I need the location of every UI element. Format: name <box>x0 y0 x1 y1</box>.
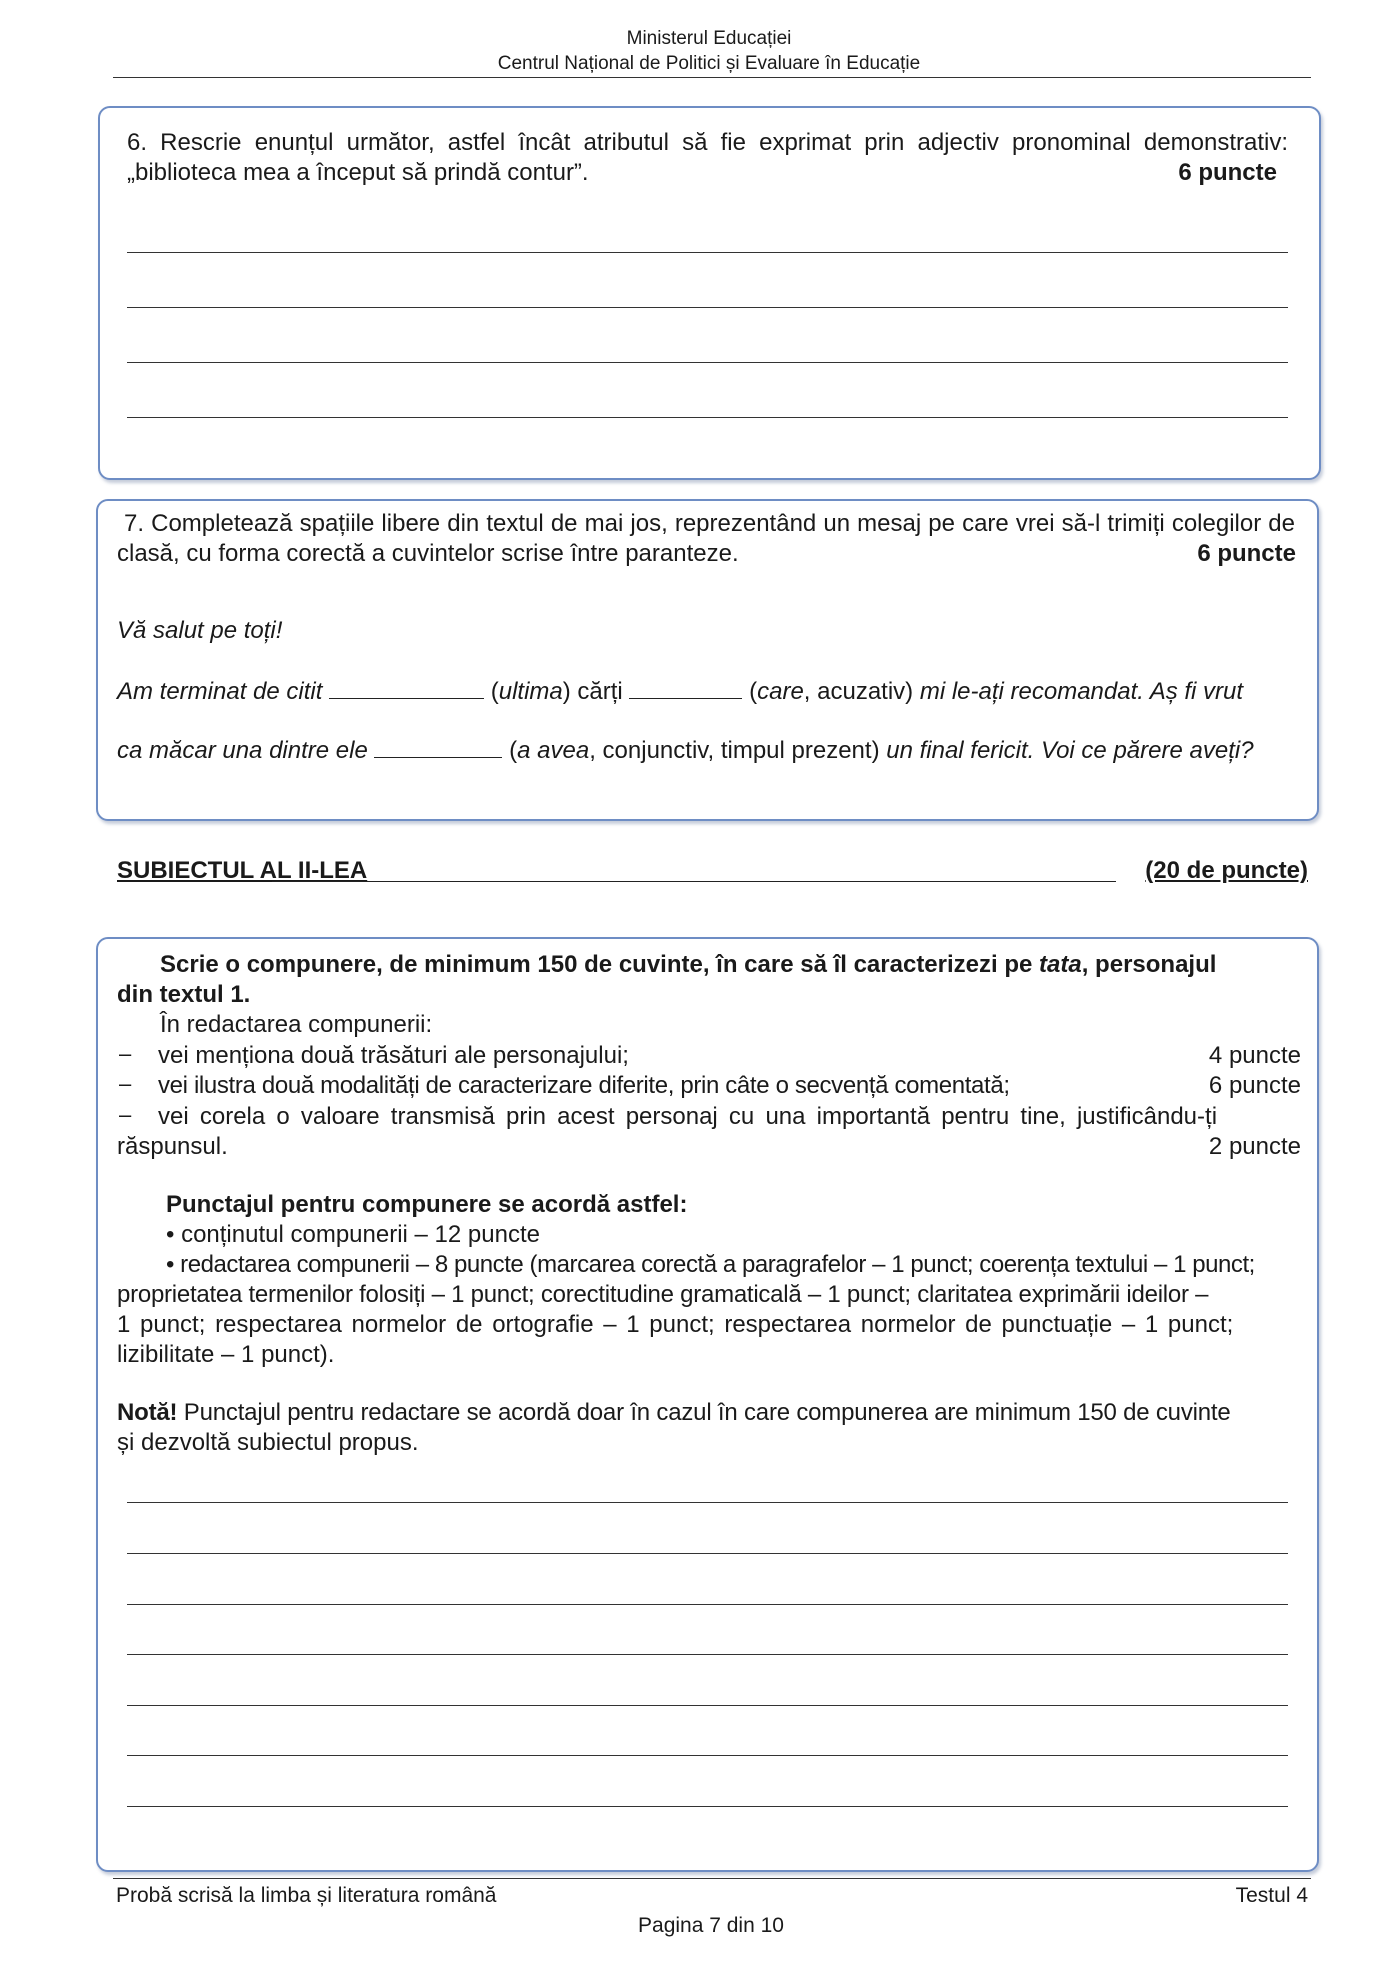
essay-task: Scrie o compunere, de minimum 150 de cuvinte, în care să îl caracterizezi pe tata, personajul <box>160 951 1217 978</box>
subject-2-points: (20 de puncte) <box>1145 857 1308 884</box>
requirement-2: vei ilustra două modalități de caracterizare diferite, prin câte o secvență comentată; <box>158 1072 1010 1099</box>
message-greeting: Vă salut pe toți! <box>117 617 283 644</box>
blank-care[interactable] <box>629 676 742 699</box>
subject-2-underline <box>272 881 1116 882</box>
scoring-content: • conținutul compunerii – 12 puncte <box>166 1221 540 1248</box>
question-7-points: 6 puncte <box>1197 540 1296 567</box>
requirement-1: vei menționa două trăsături ale personajului; <box>158 1042 629 1069</box>
essay-answer-line[interactable] <box>127 1502 1288 1503</box>
blank-ultima[interactable] <box>329 676 484 699</box>
essay-task-character: tata <box>1039 951 1082 978</box>
page-header <box>0 26 1400 76</box>
essay-note: Notă! Punctajul pentru redactare se acordă doar în cazul în care compunerea are minimum 150 de cuvinte <box>117 1399 1231 1426</box>
dash-marker: – <box>119 1041 132 1066</box>
question-6-prompt: 6. Rescrie enunțul următor, astfel încât atributul să fie exprimat prin adjectiv pronominal demonstrativ: „biblioteca mea a început să prindă contur”. <box>127 129 1288 186</box>
subject-2-title: SUBIECTUL AL II-LEA <box>117 857 368 884</box>
footer-exam-name: Probă scrisă la limba și literatura română <box>116 1884 497 1907</box>
footer-page-number: Pagina 7 din 10 <box>638 1914 784 1937</box>
essay-intro: În redactarea compunerii: <box>160 1011 433 1038</box>
requirement-3: vei corela o valoare transmisă prin acest personaj cu una importantă pentru tine, justificându-ți <box>158 1103 1218 1130</box>
scoring-redaction: • redactarea compunerii – 8 puncte (marcarea corectă a paragrafelor – 1 punct; coerența textului – 1 punct; <box>166 1251 1255 1278</box>
dash-marker: – <box>119 1102 132 1127</box>
note-label: Notă! <box>117 1399 178 1426</box>
question-7-text <box>117 509 1295 569</box>
question-7-prompt: 7. Completează spațiile libere din textul de mai jos, reprezentând un mesaj pe care vrei să-l trimiți colegilor de clasă, cu forma corectă a cuvintelor scrise între paranteze. <box>117 510 1295 567</box>
footer-divider <box>113 1878 1311 1879</box>
essay-answer-line[interactable] <box>127 1654 1288 1655</box>
answer-line[interactable] <box>127 307 1288 308</box>
answer-line[interactable] <box>127 417 1288 418</box>
question-6-points: 6 puncte <box>1178 159 1277 186</box>
requirement-3-points: 2 puncte <box>1208 1133 1301 1160</box>
header-ministry: Ministerul Educației <box>626 28 792 49</box>
header-center: Centrul Național de Politici și Evaluare în Educație <box>497 53 921 74</box>
requirement-2-points: 6 puncte <box>1208 1072 1301 1099</box>
requirement-3-cont: răspunsul. <box>117 1133 228 1160</box>
blank-a-avea[interactable] <box>374 735 502 758</box>
answer-line[interactable] <box>127 362 1288 363</box>
message-line-2: ca măcar una dintre ele (a avea, conjunctiv, timpul prezent) un final fericit. Voi ce părere aveți? <box>117 737 1254 764</box>
dash-marker: – <box>119 1071 132 1096</box>
scoring-redaction-line-2: proprietatea termenilor folosiți – 1 punct; corectitudine gramaticală – 1 punct; claritatea exprimării ideilor – <box>117 1281 1209 1308</box>
scoring-title: Punctajul pentru compunere se acordă astfel: <box>166 1191 688 1218</box>
essay-note-cont: și dezvoltă subiectul propus. <box>117 1429 419 1456</box>
scoring-redaction-line-4: lizibilitate – 1 punct). <box>117 1341 335 1368</box>
message-line-1: Am terminat de citit (ultima) cărți (care, acuzativ) mi le-ați recomandat. Aș fi vrut <box>117 678 1244 705</box>
answer-line[interactable] <box>127 252 1288 253</box>
essay-answer-line[interactable] <box>127 1755 1288 1756</box>
essay-answer-line[interactable] <box>127 1806 1288 1807</box>
question-6-text <box>127 128 1288 188</box>
scoring-redaction-line-3: 1 punct; respectarea normelor de ortografie – 1 punct; respectarea normelor de punctuație – 1 punct; <box>117 1311 1234 1338</box>
footer-test-number: Testul 4 <box>1235 1884 1308 1907</box>
essay-answer-line[interactable] <box>127 1705 1288 1706</box>
essay-task-source: din textul 1. <box>117 981 251 1008</box>
header-divider <box>113 77 1311 78</box>
essay-answer-line[interactable] <box>127 1553 1288 1554</box>
requirement-1-points: 4 puncte <box>1208 1042 1301 1069</box>
essay-answer-line[interactable] <box>127 1604 1288 1605</box>
